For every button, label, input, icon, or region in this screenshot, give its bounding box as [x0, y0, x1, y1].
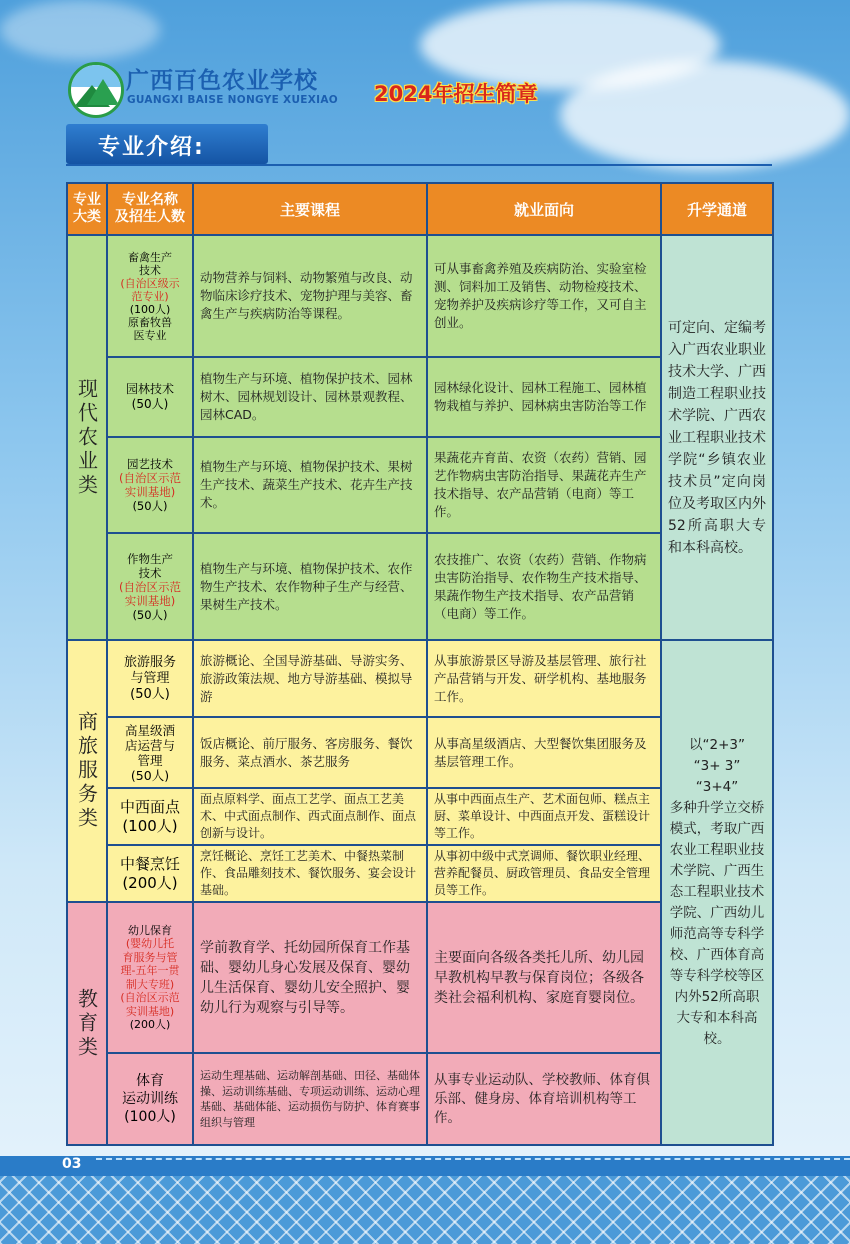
section-tab — [66, 124, 268, 164]
employment-text: 从事旅游景区导游及基层管理、旅行社产品营销与开发、研学机构、基地服务工作。 — [434, 652, 647, 704]
category-label: 现代农业类 — [74, 377, 99, 498]
header-pathway: 升学通道 — [662, 184, 772, 234]
employment-cell — [428, 358, 660, 436]
employment-cell — [428, 438, 660, 532]
employment-text: 园林绿化设计、园林工程施工、园林植物栽植与养护、园林病虫害防治等工作 — [434, 380, 647, 413]
grid-line — [68, 901, 660, 903]
header-employment: 就业面向 — [428, 184, 660, 234]
cloud-decoration — [560, 60, 850, 170]
section-title: 专业介绍: — [98, 135, 205, 160]
major-name: 高星级酒 店运营与 管理 (50人) — [124, 722, 175, 783]
majors-table — [66, 182, 774, 1146]
major-name: 旅游服务 与管理 (50人) — [123, 654, 176, 702]
cloud-decoration — [0, 0, 160, 60]
courses-text: 学前教育学、托幼园所保育工作基础、婴幼儿身心发展及保育、婴幼儿生活保育、婴幼儿安全照护、婴幼儿行为观察与引导等。 — [200, 939, 410, 1016]
school-name-en: GUANGXI BAISE NONGYE XUEXIAO — [127, 94, 339, 106]
employment-cell — [428, 718, 660, 787]
major-name: 体育 运动训练 (100人) — [122, 1073, 178, 1125]
major-name: 幼儿保育 — [128, 923, 172, 937]
major-name: 中西面点 (100人) — [119, 797, 180, 835]
courses-cell — [194, 903, 426, 1052]
major-cell — [108, 534, 192, 639]
grid-line — [68, 639, 772, 641]
grid-line — [108, 436, 660, 438]
header-major: 专业名称 及招生人数 — [108, 184, 192, 234]
grid-line — [108, 532, 660, 534]
school-name-cn: 广西百色农业学校 — [126, 68, 318, 94]
courses-text: 面点原料学、面点工艺学、面点工艺美术、中式面点制作、西式面点制作、面点创新与设计。 — [200, 792, 417, 840]
major-extra: (100人) 原畜牧兽 医专业 — [128, 302, 172, 342]
courses-cell — [194, 1054, 426, 1144]
page-number: 03 — [62, 1156, 82, 1172]
courses-cell — [194, 236, 426, 356]
courses-text: 旅游概论、全国导游基础、导游实务、旅游政策法规、地方导游基础、模拟导游 — [200, 652, 413, 704]
grid-line — [68, 234, 772, 236]
courses-cell — [194, 789, 426, 844]
employment-text: 从事高星级酒店、大型餐饮集团服务及基层管理工作。 — [434, 735, 647, 769]
courses-cell — [194, 641, 426, 716]
grid-line — [660, 184, 662, 1144]
major-name: 作物生产 技术 — [127, 551, 173, 580]
grid-line — [108, 716, 660, 718]
grid-line — [108, 356, 660, 358]
major-name: 园艺技术 — [127, 457, 173, 471]
employment-text: 果蔬花卉育苗、农资（农药）营销、园艺作物病虫害防治指导、果蔬花卉生产技术指导、农产品营销（电商）等工作。 — [434, 450, 647, 519]
courses-text: 植物生产与环境、植物保护技术、园林树木、园林规划设计、园林景观教程、园林CAD。 — [200, 371, 413, 422]
employment-cell — [428, 1054, 660, 1144]
major-cell — [108, 789, 192, 844]
major-cell — [108, 236, 192, 356]
employment-cell — [428, 236, 660, 356]
pathway-text: 可定向、定编考入广西农业职业技术大学、广西制造工程职业技术学院、广西农业工程职业技术学院“乡镇农业技术员”定向岗位及考取区内外52所高职大专和本科高校。 — [668, 319, 766, 556]
brochure-title: 2024年招生简章 — [374, 82, 538, 106]
employment-cell — [428, 789, 660, 844]
major-note: (自治区示范 实训基地) — [119, 579, 181, 608]
employment-cell — [428, 903, 660, 1052]
category-label: 商旅服务类 — [74, 711, 99, 831]
major-name: 园林技术 (50人) — [125, 382, 174, 411]
footer-dashed-line — [96, 1158, 850, 1160]
major-cell — [108, 718, 192, 787]
employment-text: 可从事畜禽养殖及疾病防治、实验室检测、饲料加工及销售、动物检疫技术、宠物养护及疾病诊疗等工作，又可自主创业。 — [434, 261, 647, 330]
net-pattern-decoration — [0, 1176, 850, 1244]
major-cell — [108, 438, 192, 532]
category-modern-agriculture — [68, 236, 106, 639]
grid-line — [108, 1052, 660, 1054]
courses-cell — [194, 534, 426, 639]
employment-cell — [428, 641, 660, 716]
school-logo-icon — [68, 62, 124, 118]
employment-cell — [428, 846, 660, 901]
category-education — [68, 903, 106, 1144]
major-extra: (50人) — [132, 607, 168, 622]
employment-text: 从事专业运动队、学校教师、体育俱乐部、健身房、体育培训机构等工作。 — [434, 1071, 650, 1126]
courses-text: 动物营养与饲料、动物繁殖与改良、动物临床诊疗技术、宠物护理与美容、畜禽生产与疾病防治等课程。 — [200, 270, 413, 321]
major-extra: (50人) — [132, 499, 168, 513]
major-note: (自治区示范 实训基地) — [119, 471, 181, 499]
courses-text: 饭店概论、前厅服务、客房服务、餐饮服务、菜点酒水、茶艺服务 — [200, 735, 413, 769]
major-cell — [108, 903, 192, 1052]
major-cell — [108, 1054, 192, 1144]
employment-cell — [428, 534, 660, 639]
grid-line — [108, 844, 660, 846]
courses-cell — [194, 438, 426, 532]
pathway-cell-other — [662, 641, 772, 1144]
major-note: (自治区级示 范专业) — [120, 276, 180, 303]
major-name: 畜禽生产 技术 — [128, 250, 172, 277]
courses-text: 运动生理基础、运动解剖基础、田径、基础体操、运动训练基础、专项运动训练、运动心理基础、基础体能、运动损伤与防护、体育赛事组织与管理 — [200, 1069, 420, 1129]
courses-cell — [194, 718, 426, 787]
grid-line — [426, 184, 428, 1144]
employment-text: 农技推广、农资（农药）营销、作物病虫害防治指导、农作物生产技术指导、果蔬作物生产技术指导、农产品营销（电商）等工作。 — [434, 551, 647, 621]
major-extra: (200人) — [129, 1018, 171, 1031]
major-note: (婴幼儿托 育服务与管 理-五年一贯 制大专班) (自治区示范 实训基地) — [120, 937, 180, 1018]
category-label: 教育类 — [74, 987, 99, 1060]
pathway-cell-agriculture — [662, 236, 772, 639]
pathway-text: 以“2+3” “3+ 3” “3+4” 多种升学立交桥模式，考取广西农业工程职业技术学院、广西生态工程职业技术学院、广西幼儿师范高等专科学校、广西体育高等专科学校等区内外52所高职大专和本科高校。 — [669, 737, 765, 1047]
category-business-tourism — [68, 641, 106, 901]
courses-text: 植物生产与环境、植物保护技术、果树生产技术、蔬菜生产技术、花卉生产技术。 — [200, 459, 413, 510]
section-divider — [66, 164, 772, 166]
header-category: 专业 大类 — [68, 184, 106, 234]
courses-text: 植物生产与环境、植物保护技术、农作物生产技术、农作物种子生产与经营、果树生产技术。 — [200, 560, 413, 612]
grid-line — [106, 184, 108, 1144]
employment-text: 从事中西面点生产、艺术面包师、糕点主厨、菜单设计、中西面点开发、蛋糕设计等工作。 — [434, 792, 651, 840]
major-cell — [108, 358, 192, 436]
major-cell — [108, 846, 192, 901]
courses-cell — [194, 846, 426, 901]
courses-cell — [194, 358, 426, 436]
header-courses: 主要课程 — [194, 184, 426, 234]
major-name: 中餐烹饪 (200人) — [119, 854, 180, 892]
grid-line — [108, 787, 660, 789]
courses-text: 烹饪概论、烹饪工艺美术、中餐热菜制作、食品雕刻技术、餐饮服务、宴会设计基础。 — [200, 849, 417, 897]
employment-text: 主要面向各级各类托儿所、幼儿园早教机构早教与保育岗位；各级各类社会福利机构、家庭育婴岗位。 — [434, 949, 644, 1006]
employment-text: 从事初中级中式烹调师、餐饮职业经理、营养配餐员、厨政管理员、食品安全管理员等工作。 — [434, 849, 651, 897]
major-cell — [108, 641, 192, 716]
grid-line — [192, 184, 194, 1144]
